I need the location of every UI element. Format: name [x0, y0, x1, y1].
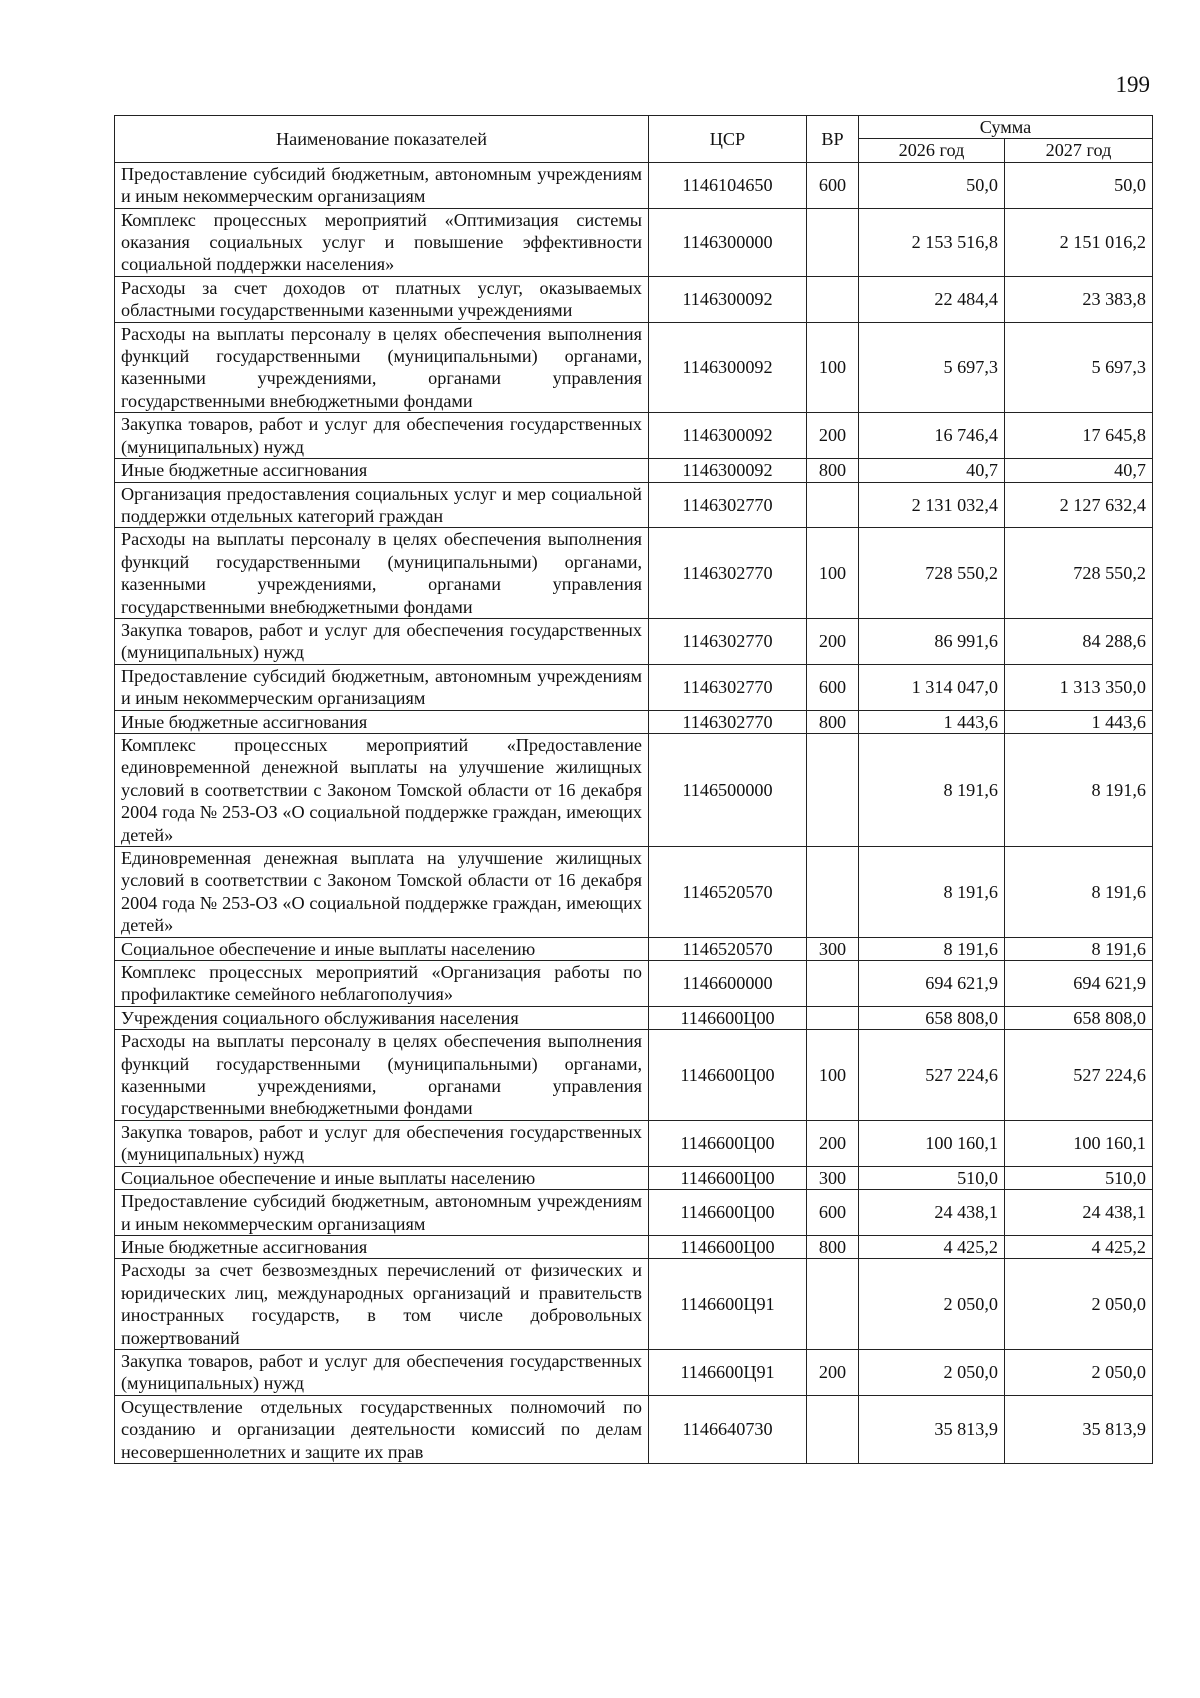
row-name: Комплекс процессных мероприятий «Организация работы по профилактике семейного неблагополучия» — [115, 961, 649, 1007]
row-vr: 600 — [807, 162, 859, 208]
header-vr: ВР — [807, 116, 859, 163]
header-csr: ЦСР — [649, 116, 807, 163]
row-vr — [807, 1006, 859, 1029]
row-csr: 1146500000 — [649, 733, 807, 846]
row-vr — [807, 1259, 859, 1350]
row-sum-2027: 24 438,1 — [1005, 1190, 1153, 1236]
row-name: Комплекс процессных мероприятий «Предоставление единовременной денежной выплаты на улучшение жилищных условий в соответствии с Законом Томской области от 16 декабря 2004 года № 253-ОЗ «О социальной поддержке граждан, имеющих детей» — [115, 733, 649, 846]
row-sum-2027: 694 621,9 — [1005, 961, 1153, 1007]
row-sum-2027: 658 808,0 — [1005, 1006, 1153, 1029]
row-sum-2026: 22 484,4 — [859, 276, 1005, 322]
row-name: Расходы за счет безвозмездных перечислений от физических и юридических лиц, международных организаций и правительств иностранных государств, в том числе добровольных пожертвований — [115, 1259, 649, 1350]
row-vr — [807, 733, 859, 846]
table-row — [115, 162, 1153, 208]
row-vr: 100 — [807, 322, 859, 413]
row-sum-2027: 100 160,1 — [1005, 1120, 1153, 1166]
row-sum-2026: 8 191,6 — [859, 733, 1005, 846]
row-name: Иные бюджетные ассигнования — [115, 459, 649, 482]
table-row — [115, 1349, 1153, 1395]
table-row — [115, 1190, 1153, 1236]
row-sum-2027: 8 191,6 — [1005, 937, 1153, 960]
row-vr: 100 — [807, 528, 859, 619]
table-row — [115, 276, 1153, 322]
row-vr: 600 — [807, 1190, 859, 1236]
row-vr: 200 — [807, 413, 859, 459]
row-sum-2026: 8 191,6 — [859, 847, 1005, 938]
row-csr: 1146600Ц00 — [649, 1235, 807, 1258]
row-vr: 300 — [807, 937, 859, 960]
row-sum-2026: 2 050,0 — [859, 1349, 1005, 1395]
table-row — [115, 937, 1153, 960]
row-vr — [807, 961, 859, 1007]
row-sum-2026: 2 131 032,4 — [859, 482, 1005, 528]
row-name: Закупка товаров, работ и услуг для обеспечения государственных (муниципальных) нужд — [115, 413, 649, 459]
row-csr: 1146640730 — [649, 1395, 807, 1463]
row-name: Закупка товаров, работ и услуг для обеспечения государственных (муниципальных) нужд — [115, 1349, 649, 1395]
table-row — [115, 1259, 1153, 1350]
row-sum-2027: 50,0 — [1005, 162, 1153, 208]
row-name: Предоставление субсидий бюджетным, автономным учреждениям и иным некоммерческим организациям — [115, 664, 649, 710]
row-vr: 100 — [807, 1030, 859, 1121]
row-vr — [807, 482, 859, 528]
table-row — [115, 664, 1153, 710]
row-sum-2027: 2 151 016,2 — [1005, 208, 1153, 276]
row-sum-2027: 510,0 — [1005, 1166, 1153, 1189]
table-row — [115, 961, 1153, 1007]
table-body — [115, 162, 1153, 1463]
row-name: Иные бюджетные ассигнования — [115, 1235, 649, 1258]
row-csr: 1146600Ц00 — [649, 1006, 807, 1029]
row-sum-2026: 694 621,9 — [859, 961, 1005, 1007]
header-year-2026: 2026 год — [859, 139, 1005, 162]
table-row — [115, 733, 1153, 846]
row-sum-2026: 658 808,0 — [859, 1006, 1005, 1029]
row-vr: 800 — [807, 1235, 859, 1258]
row-sum-2027: 4 425,2 — [1005, 1235, 1153, 1258]
header-year-2027: 2027 год — [1005, 139, 1153, 162]
table-row — [115, 528, 1153, 619]
row-csr: 1146600Ц00 — [649, 1120, 807, 1166]
row-sum-2027: 728 550,2 — [1005, 528, 1153, 619]
row-csr: 1146520570 — [649, 937, 807, 960]
row-csr: 1146302770 — [649, 664, 807, 710]
row-csr: 1146600Ц91 — [649, 1259, 807, 1350]
row-sum-2026: 510,0 — [859, 1166, 1005, 1189]
row-vr: 800 — [807, 459, 859, 482]
row-name: Иные бюджетные ассигнования — [115, 710, 649, 733]
row-sum-2026: 4 425,2 — [859, 1235, 1005, 1258]
row-vr: 200 — [807, 1120, 859, 1166]
row-name: Организация предоставления социальных услуг и мер социальной поддержки отдельных категорий граждан — [115, 482, 649, 528]
row-csr: 1146600000 — [649, 961, 807, 1007]
row-name: Расходы на выплаты персоналу в целях обеспечения выполнения функций государственными (муниципальными) органами, казенными учреждениями, органами управления государственными внебюджетными фондами — [115, 528, 649, 619]
row-name: Расходы за счет доходов от платных услуг, оказываемых областными государственными казенными учреждениями — [115, 276, 649, 322]
row-sum-2027: 40,7 — [1005, 459, 1153, 482]
row-vr — [807, 847, 859, 938]
table-row — [115, 1006, 1153, 1029]
row-name: Закупка товаров, работ и услуг для обеспечения государственных (муниципальных) нужд — [115, 618, 649, 664]
table-row — [115, 847, 1153, 938]
row-csr: 1146302770 — [649, 710, 807, 733]
row-sum-2027: 2 127 632,4 — [1005, 482, 1153, 528]
row-csr: 1146600Ц91 — [649, 1349, 807, 1395]
row-sum-2026: 40,7 — [859, 459, 1005, 482]
table-row — [115, 322, 1153, 413]
table-row — [115, 1395, 1153, 1463]
row-sum-2027: 8 191,6 — [1005, 733, 1153, 846]
row-sum-2027: 2 050,0 — [1005, 1259, 1153, 1350]
table-row — [115, 459, 1153, 482]
table-row — [115, 618, 1153, 664]
row-csr: 1146300092 — [649, 276, 807, 322]
table-row — [115, 710, 1153, 733]
row-name: Расходы на выплаты персоналу в целях обеспечения выполнения функций государственными (муниципальными) органами, казенными учреждениями, органами управления государственными внебюджетными фондами — [115, 322, 649, 413]
row-sum-2026: 100 160,1 — [859, 1120, 1005, 1166]
row-sum-2026: 2 050,0 — [859, 1259, 1005, 1350]
row-csr: 1146302770 — [649, 618, 807, 664]
row-name: Социальное обеспечение и иные выплаты населению — [115, 1166, 649, 1189]
table-row — [115, 1120, 1153, 1166]
header-sum: Сумма — [859, 116, 1153, 139]
table-row — [115, 1166, 1153, 1189]
row-name: Единовременная денежная выплата на улучшение жилищных условий в соответствии с Законом Томской области от 16 декабря 2004 года № 253-ОЗ «О социальной поддержке граждан, имеющих детей» — [115, 847, 649, 938]
row-sum-2026: 1 314 047,0 — [859, 664, 1005, 710]
table-row — [115, 1235, 1153, 1258]
row-vr: 800 — [807, 710, 859, 733]
row-sum-2026: 1 443,6 — [859, 710, 1005, 733]
row-sum-2026: 8 191,6 — [859, 937, 1005, 960]
row-sum-2027: 2 050,0 — [1005, 1349, 1153, 1395]
row-sum-2026: 728 550,2 — [859, 528, 1005, 619]
row-sum-2026: 50,0 — [859, 162, 1005, 208]
row-csr: 1146104650 — [649, 162, 807, 208]
table-row — [115, 1030, 1153, 1121]
row-name: Осуществление отдельных государственных полномочий по созданию и организации деятельности комиссий по делам несовершеннолетних и защите их прав — [115, 1395, 649, 1463]
row-name: Социальное обеспечение и иные выплаты населению — [115, 937, 649, 960]
row-name: Расходы на выплаты персоналу в целях обеспечения выполнения функций государственными (муниципальными) органами, казенными учреждениями, органами управления государственными внебюджетными фондами — [115, 1030, 649, 1121]
row-csr: 1146600Ц00 — [649, 1190, 807, 1236]
row-name: Предоставление субсидий бюджетным, автономным учреждениям и иным некоммерческим организациям — [115, 1190, 649, 1236]
page-number: 199 — [1115, 72, 1150, 97]
row-vr: 200 — [807, 1349, 859, 1395]
row-vr: 600 — [807, 664, 859, 710]
row-csr: 1146300092 — [649, 322, 807, 413]
row-sum-2027: 84 288,6 — [1005, 618, 1153, 664]
row-sum-2027: 527 224,6 — [1005, 1030, 1153, 1121]
row-sum-2027: 1 313 350,0 — [1005, 664, 1153, 710]
row-sum-2026: 86 991,6 — [859, 618, 1005, 664]
row-sum-2026: 16 746,4 — [859, 413, 1005, 459]
row-csr: 1146520570 — [649, 847, 807, 938]
row-sum-2027: 5 697,3 — [1005, 322, 1153, 413]
row-sum-2026: 35 813,9 — [859, 1395, 1005, 1463]
row-sum-2026: 24 438,1 — [859, 1190, 1005, 1236]
row-csr: 1146302770 — [649, 482, 807, 528]
row-vr — [807, 1395, 859, 1463]
row-csr: 1146300092 — [649, 413, 807, 459]
row-csr: 1146600Ц00 — [649, 1166, 807, 1189]
row-sum-2027: 8 191,6 — [1005, 847, 1153, 938]
header-name: Наименование показателей — [115, 116, 649, 163]
row-csr: 1146300000 — [649, 208, 807, 276]
row-vr: 200 — [807, 618, 859, 664]
row-csr: 1146600Ц00 — [649, 1030, 807, 1121]
row-sum-2027: 35 813,9 — [1005, 1395, 1153, 1463]
row-name: Предоставление субсидий бюджетным, автономным учреждениям и иным некоммерческим организациям — [115, 162, 649, 208]
row-sum-2026: 5 697,3 — [859, 322, 1005, 413]
row-sum-2027: 1 443,6 — [1005, 710, 1153, 733]
table-row — [115, 413, 1153, 459]
row-vr: 300 — [807, 1166, 859, 1189]
row-sum-2027: 23 383,8 — [1005, 276, 1153, 322]
row-vr — [807, 276, 859, 322]
row-sum-2027: 17 645,8 — [1005, 413, 1153, 459]
row-csr: 1146302770 — [649, 528, 807, 619]
row-name: Комплекс процессных мероприятий «Оптимизация системы оказания социальных услуг и повышение эффективности социальной поддержки населения» — [115, 208, 649, 276]
budget-table — [114, 115, 1153, 1464]
row-name: Учреждения социального обслуживания населения — [115, 1006, 649, 1029]
table-row — [115, 208, 1153, 276]
row-vr — [807, 208, 859, 276]
row-sum-2026: 527 224,6 — [859, 1030, 1005, 1121]
table-row — [115, 482, 1153, 528]
row-csr: 1146300092 — [649, 459, 807, 482]
row-name: Закупка товаров, работ и услуг для обеспечения государственных (муниципальных) нужд — [115, 1120, 649, 1166]
row-sum-2026: 2 153 516,8 — [859, 208, 1005, 276]
